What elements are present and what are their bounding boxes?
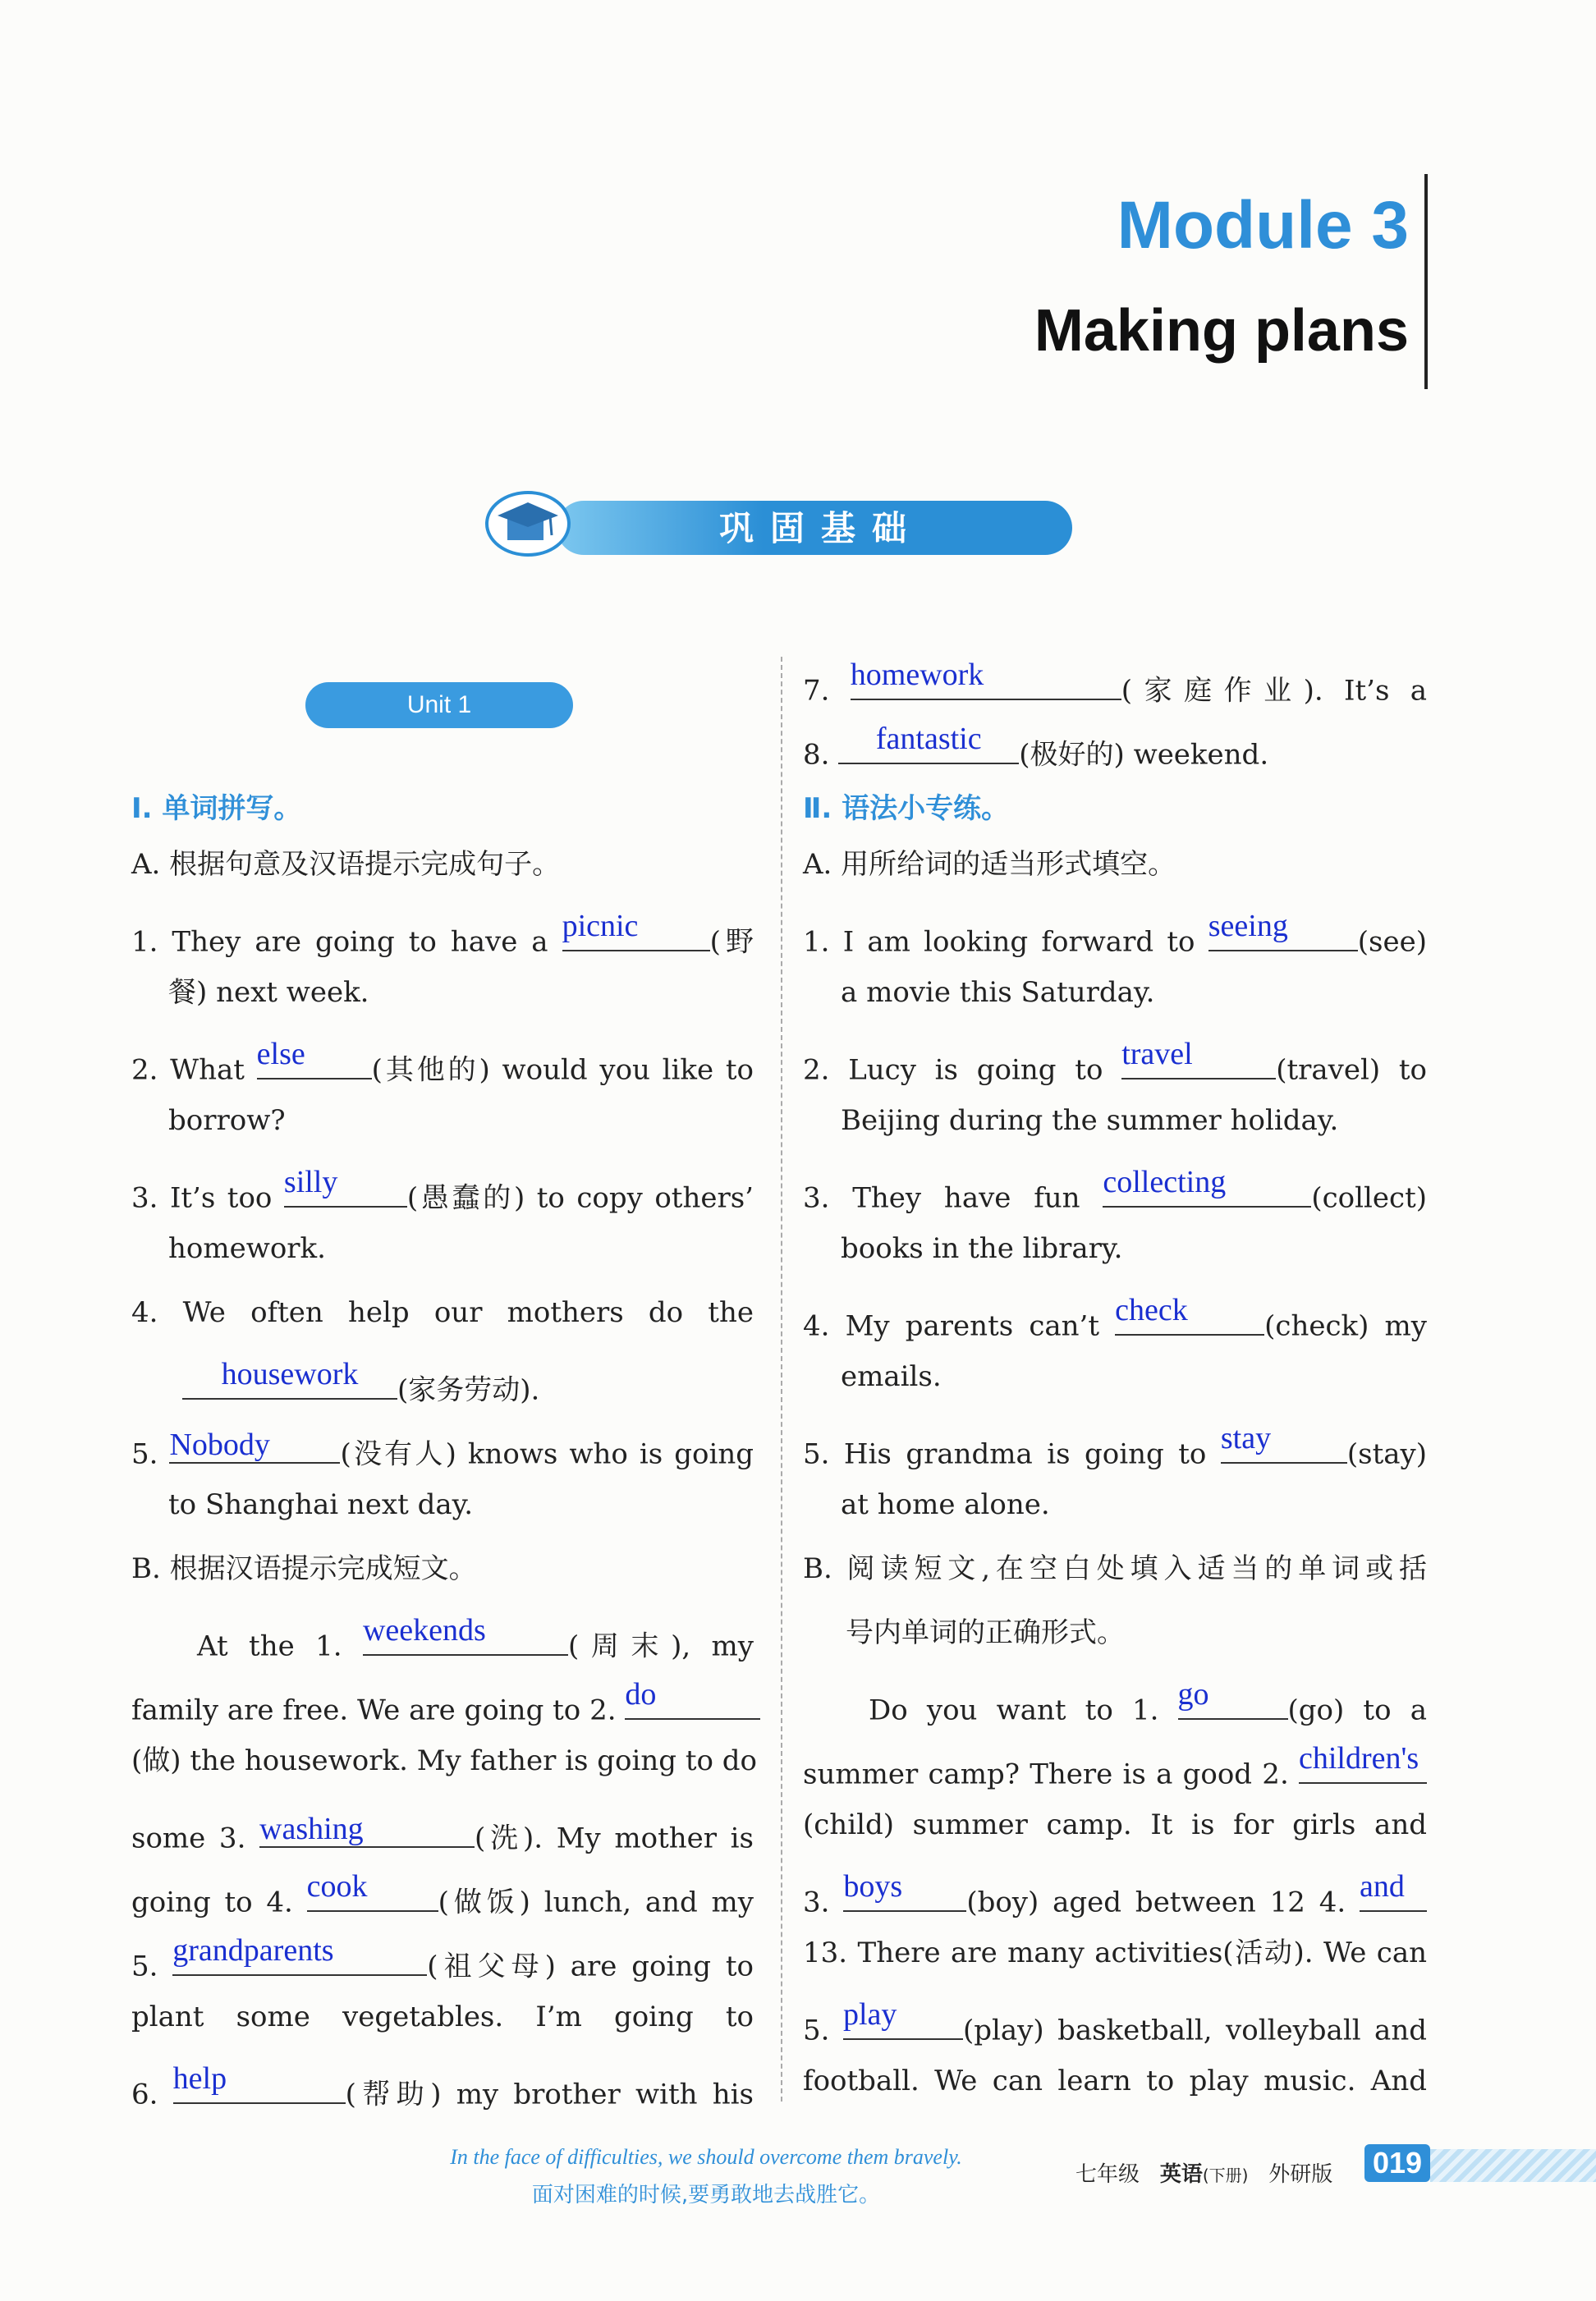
reading-line-5: 13. There are many activities(活动). We can: [803, 1937, 1427, 1969]
question-4-continued: housework (家务劳动).: [182, 1363, 539, 1405]
question-3-continued: homework.: [168, 1232, 326, 1265]
footer-book-info: [1075, 2157, 1332, 2188]
publisher-label: 外研版: [1268, 2162, 1333, 2187]
answer-blank[interactable]: and: [1360, 1875, 1427, 1912]
footer-stripe: [1430, 2149, 1596, 2182]
footer-motto-en: In the face of difficulties, we should overcome them bravely.: [450, 2145, 962, 2169]
page-number: 019: [1364, 2144, 1430, 2182]
answer-blank[interactable]: travel: [1121, 1043, 1276, 1079]
grammar-question-1: 1. I am looking forward to seeing (see): [803, 909, 1427, 959]
answer-blank[interactable]: Nobody: [169, 1427, 340, 1464]
answer-blank[interactable]: cook: [307, 1875, 438, 1912]
answer-blank[interactable]: homework: [851, 663, 1121, 700]
answer-blank[interactable]: else: [257, 1043, 372, 1079]
reading-line-2: summer camp? There is a good 2. children's: [803, 1747, 1427, 1789]
question-3: 3. It’s too silly (愚蠢的) to copy others’: [131, 1165, 754, 1215]
question-5-continued: to Shanghai next day.: [168, 1488, 474, 1521]
grammar-question-3-continued: books in the library.: [841, 1232, 1123, 1265]
answer-blank[interactable]: play: [843, 2003, 963, 2040]
passage-line-4: some 3. washing (洗). My mother is: [131, 1811, 754, 1855]
module-title: Module 3: [1117, 188, 1409, 263]
answer-blank[interactable]: boys: [843, 1875, 966, 1912]
question-4: 4. We often help our mothers do the: [131, 1296, 754, 1329]
title-rule: [1424, 174, 1428, 389]
answer-blank[interactable]: washing: [259, 1811, 475, 1848]
passage-line-6: 5. grandparents (祖父母) are going to: [131, 1933, 754, 1983]
grammar-question-1-continued: a movie this Saturday.: [841, 976, 1155, 1009]
answer-blank[interactable]: help: [173, 2067, 346, 2104]
grade-label: 七年级: [1075, 2162, 1140, 2187]
passage-line-1: At the 1. weekends (周末), my: [197, 1613, 754, 1663]
answer-blank[interactable]: collecting: [1103, 1171, 1311, 1208]
reading-line-1: Do you want to 1. go (go) to a: [869, 1677, 1427, 1727]
module-subtitle: Making plans: [1034, 298, 1409, 364]
volume-label: (下册): [1202, 2166, 1249, 2185]
reading-line-3: (child) summer camp. It is for girls and: [803, 1808, 1427, 1841]
grammar-question-5-continued: at home alone.: [841, 1488, 1050, 1521]
question-1-continued: 餐) next week.: [168, 976, 369, 1009]
passage-line-3: (做) the housework. My father is going to do: [131, 1744, 758, 1777]
answer-blank[interactable]: seeing: [1208, 914, 1358, 951]
answer-blank[interactable]: fantastic: [838, 727, 1019, 764]
grammar-question-4: 4. My parents can’t check (check) my: [803, 1293, 1427, 1343]
question-5: 5. Nobody (没有人) knows who is going: [131, 1427, 754, 1471]
passage-line-2: family are free. We are going to 2. do: [131, 1683, 754, 1725]
unit-label: Unit 1: [305, 682, 573, 728]
reading-line-7: football. We can learn to play music. And: [803, 2065, 1427, 2097]
part-a-instruction: A. 根据句意及汉语提示完成句子。: [131, 848, 561, 881]
grammar-question-2-continued: Beijing during the summer holiday.: [841, 1104, 1339, 1137]
passage-line-7: plant some vegetables. I’m going to: [131, 2001, 754, 2033]
subject-label: 英语: [1159, 2162, 1203, 2187]
answer-blank[interactable]: housework: [182, 1363, 397, 1400]
section-1-title: Ⅰ. 单词拼写。: [131, 792, 302, 825]
reading-line-6: 5. play (play) basketball, volleyball and: [803, 1997, 1427, 2047]
part-b-instruction: B. 根据汉语提示完成短文。: [131, 1552, 477, 1585]
passage-line-c7: 7. homework (家庭作业). It’s a: [803, 658, 1428, 708]
grammar-question-2: 2. Lucy is going to travel (travel) to: [803, 1037, 1427, 1087]
question-2: 2. What else (其他的) would you like to: [131, 1037, 754, 1087]
graduation-cap-icon: [483, 484, 573, 561]
passage-line-5: going to 4. cook (做饭) lunch, and my: [131, 1869, 754, 1919]
answer-blank[interactable]: stay: [1221, 1427, 1347, 1464]
reading-line-4: 3. boys (boy) aged between 12 4. and: [803, 1875, 1427, 1917]
answer-blank[interactable]: weekends: [363, 1619, 568, 1656]
answer-blank[interactable]: go: [1178, 1683, 1288, 1720]
column-divider: [781, 657, 782, 2102]
answer-blank[interactable]: grandparents: [172, 1939, 427, 1976]
answer-blank[interactable]: silly: [284, 1171, 407, 1208]
grammar-question-5: 5. His grandma is going to stay (stay): [803, 1421, 1427, 1471]
question-1: 1. They are going to have a picnic (野: [131, 909, 754, 959]
section-2-title: Ⅱ. 语法小专练。: [803, 792, 1010, 825]
part-b-instruction-2: B. 阅读短文,在空白处填入适当的单词或括: [803, 1552, 1427, 1585]
answer-blank[interactable]: picnic: [562, 914, 710, 951]
grammar-question-4-continued: emails.: [841, 1360, 942, 1393]
grammar-question-3: 3. They have fun collecting (collect): [803, 1165, 1427, 1215]
answer-blank[interactable]: children's: [1299, 1747, 1427, 1784]
part-b-instruction-2-continued: 号内单词的正确形式。: [846, 1616, 1125, 1649]
answer-blank[interactable]: do: [625, 1683, 760, 1720]
footer-motto-zh: 面对困难的时候,要勇敢地去战胜它。: [531, 2183, 881, 2207]
answer-blank[interactable]: check: [1115, 1299, 1264, 1336]
passage-line-c8: 8. fantastic (极好的) weekend.: [803, 722, 1269, 772]
banner-label: 巩固基础: [718, 508, 923, 548]
question-2-continued: borrow?: [168, 1104, 286, 1137]
passage-line-8: 6. help (帮助) my brother with his: [131, 2061, 754, 2111]
part-a-instruction-2: A. 用所给词的适当形式填空。: [803, 848, 1176, 881]
